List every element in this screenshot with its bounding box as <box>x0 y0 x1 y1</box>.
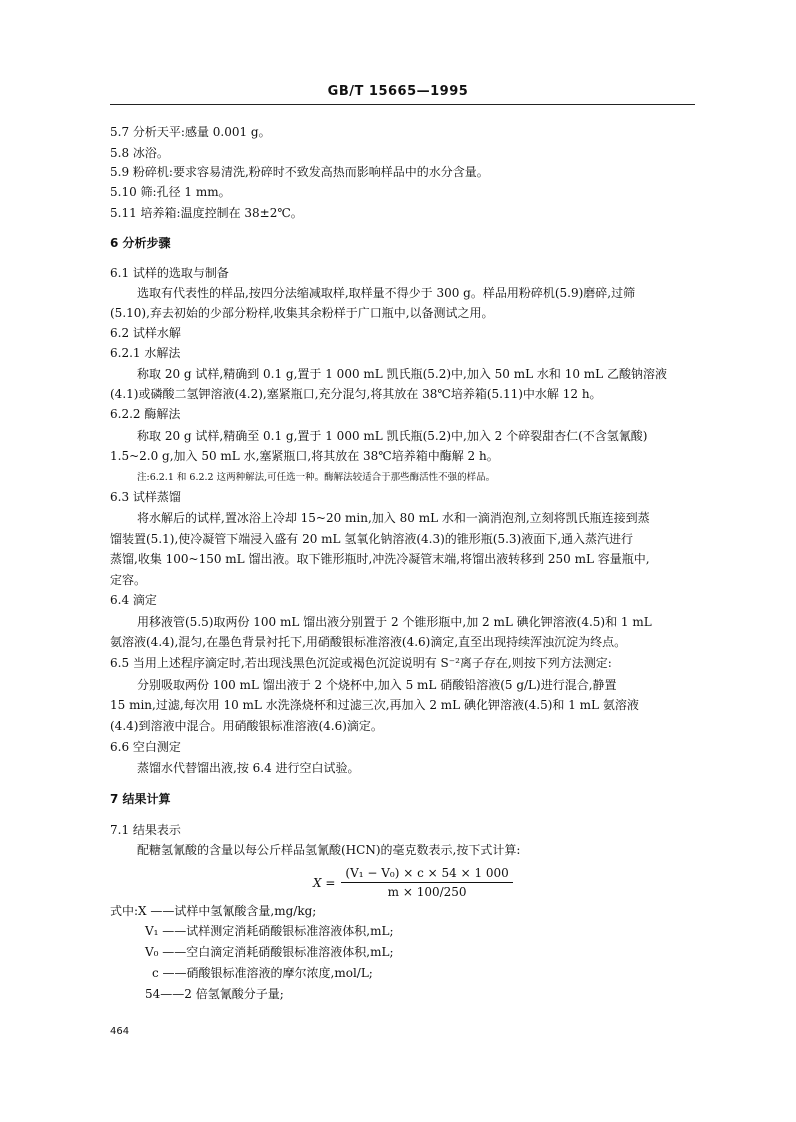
formula-lhs: X = <box>313 875 336 890</box>
text-line: 6.4 滴定 <box>110 593 157 607</box>
page-number: 464 <box>110 1026 130 1037</box>
formula-numerator: (V₁ − V₀) × c × 54 × 1 000 <box>341 866 512 883</box>
text-line: (4.1)或磷酸二氢钾溶液(4.2),塞紧瓶口,充分混匀,将其放在 38℃培养箱(5.11)中水解 12 h。 <box>110 387 602 401</box>
text-line: V₁ ——试样测定消耗硝酸银标准溶液体积,mL; <box>145 924 394 938</box>
text-line: 蒸馏水代替馏出液,按 6.4 进行空白试验。 <box>137 761 360 775</box>
formula-denominator: m × 100/250 <box>387 885 467 899</box>
text-line: 定容。 <box>110 573 147 587</box>
text-line: 选取有代表性的样品,按四分法缩减取样,取样量不得少于 300 g。样品用粉碎机(5.9)磨碎,过筛 <box>137 286 636 300</box>
formula-fraction <box>341 866 512 899</box>
text-line: 5.10 筛:孔径 1 mm。 <box>110 185 231 199</box>
text-line: 5.9 粉碎机:要求容易清洗,粉碎时不致发高热而影响样品中的水分含量。 <box>110 165 489 179</box>
text-line: 5.11 培养箱:温度控制在 38±2℃。 <box>110 206 303 220</box>
text-line: 称取 20 g 试样,精确到 0.1 g,置于 1 000 mL 凯氏瓶(5.2)中,加入 50 mL 水和 10 mL 乙酸钠溶液 <box>137 367 667 381</box>
text-line: 7.1 结果表示 <box>110 823 181 837</box>
text-line: 6.3 试样蒸馏 <box>110 490 181 504</box>
header-rule <box>110 104 695 105</box>
text-line: 配糖氢氰酸的含量以每公斤样品氢氰酸(HCN)的毫克数表示,按下式计算: <box>137 843 521 857</box>
text-line: 7 结果计算 <box>110 792 171 806</box>
text-line: 5.8 冰浴。 <box>110 146 169 160</box>
text-line: 6 分析步骤 <box>110 236 171 250</box>
text-line: 氨溶液(4.4),混匀,在墨色背景衬托下,用硝酸银标准溶液(4.6)滴定,直至出现持续浑浊沉淀为终点。 <box>110 635 627 649</box>
text-line: 6.1 试样的选取与制备 <box>110 266 229 280</box>
text-line: 5.7 分析天平:感量 0.001 g。 <box>110 125 271 139</box>
text-line: V₀ ——空白滴定消耗硝酸银标准溶液体积,mL; <box>145 945 394 959</box>
text-line: 称取 20 g 试样,精确至 0.1 g,置于 1 000 mL 凯氏瓶(5.2)中,加入 2 个碎裂甜杏仁(不含氢氰酸) <box>137 429 648 443</box>
text-line: c ——硝酸银标准溶液的摩尔浓度,mol/L; <box>152 966 373 980</box>
text-line: 15 min,过滤,每次用 10 mL 水洗涤烧杯和过滤三次,再加入 2 mL 碘化钾溶液(4.5)和 1 mL 氨溶液 <box>110 698 639 712</box>
text-line: 式中:X ——试样中氢氰酸含量,mg/kg; <box>110 904 317 918</box>
text-line: 蒸馏,收集 100~150 mL 馏出液。取下锥形瓶时,冲洗冷凝管末端,将馏出液转移到 250 mL 容量瓶中, <box>110 552 650 566</box>
standard-header: GB/T 15665—1995 <box>327 84 469 99</box>
formula <box>313 866 513 899</box>
text-line: 6.2 试样水解 <box>110 326 181 340</box>
text-line: 6.2.1 水解法 <box>110 346 181 360</box>
text-line: (5.10),弃去初始的少部分粉样,收集其余粉样于广口瓶中,以备测试之用。 <box>110 306 494 320</box>
text-line: 1.5~2.0 g,加入 50 mL 水,塞紧瓶口,将其放在 38℃培养箱中酶解 2 h。 <box>110 449 499 463</box>
text-line: 用移液管(5.5)取两份 100 mL 馏出液分别置于 2 个锥形瓶中,加 2 mL 碘化钾溶液(4.5)和 1 mL <box>137 615 652 629</box>
text-line: 注:6.2.1 和 6.2.2 这两种解法,可任选一种。酶解法较适合于那些酶活性不强的样品。 <box>137 472 496 483</box>
text-line: 6.2.2 酶解法 <box>110 407 181 421</box>
text-line: 馏装置(5.1),使冷凝管下端浸入盛有 20 mL 氢氧化钠溶液(4.3)的锥形瓶(5.3)液面下,通入蒸汽进行 <box>110 532 634 546</box>
text-line: 将水解后的试样,置冰浴上冷却 15~20 min,加入 80 mL 水和一滴消泡剂,立刻将凯氏瓶连接到蒸 <box>137 511 650 525</box>
text-line: 6.5 当用上述程序滴定时,若出现浅黑色沉淀或褐色沉淀说明有 S⁻²离子存在,则按下列方法测定: <box>110 656 612 670</box>
text-line: 分别吸取两份 100 mL 馏出液于 2 个烧杯中,加入 5 mL 硝酸铅溶液(5 g/L)进行混合,静置 <box>137 678 617 692</box>
text-line: (4.4)到溶液中混合。用硝酸银标准溶液(4.6)滴定。 <box>110 719 383 733</box>
text-line: 54——2 倍氢氰酸分子量; <box>145 987 284 1001</box>
text-line: 6.6 空白测定 <box>110 740 181 754</box>
